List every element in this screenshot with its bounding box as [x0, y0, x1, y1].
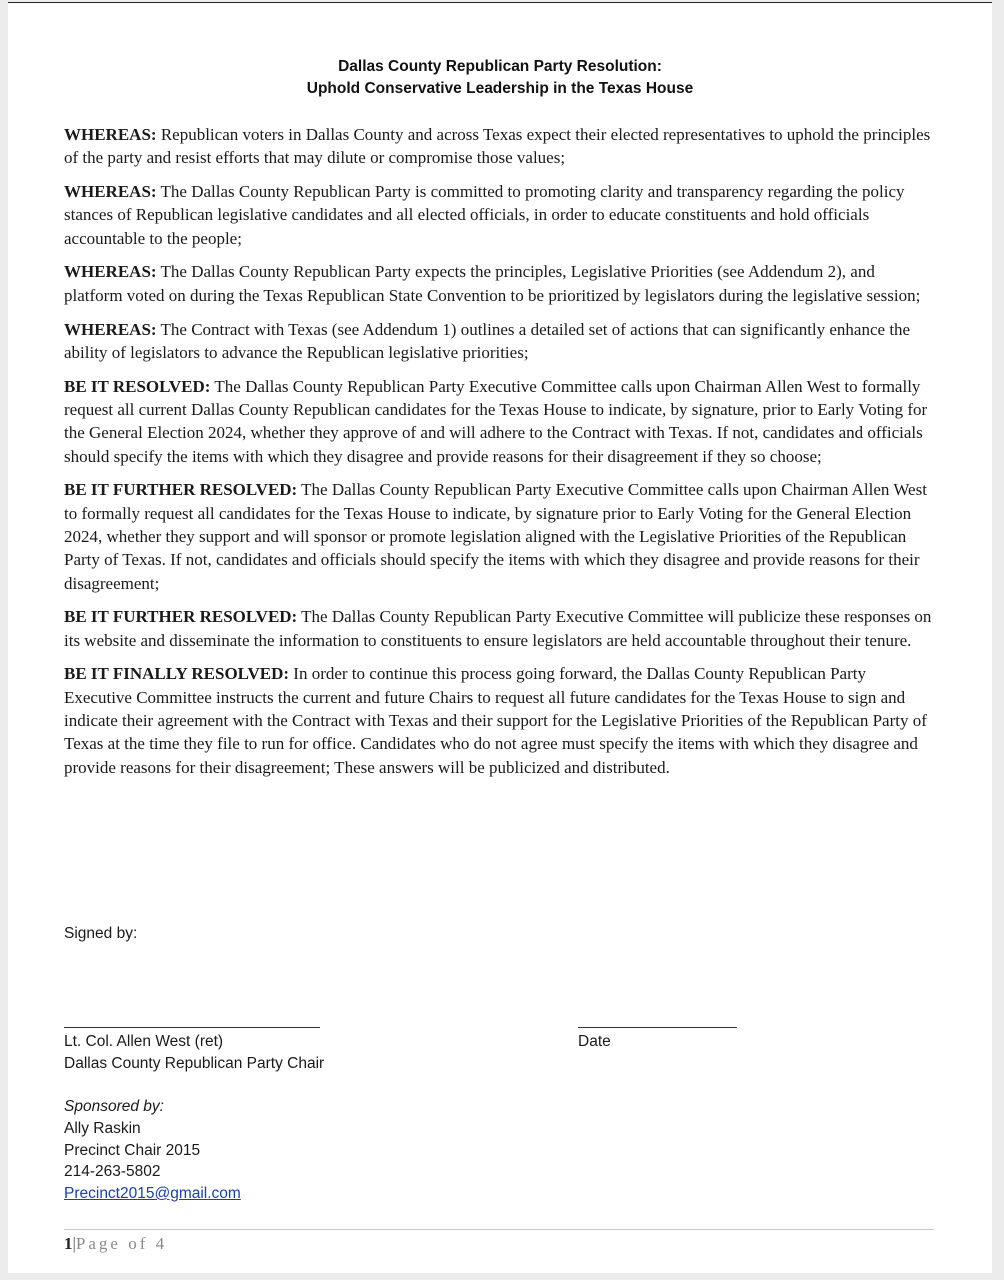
further-resolved-paragraph-1 — [64, 478, 936, 594]
date-line — [578, 1027, 737, 1028]
finally-resolved-paragraph — [64, 662, 936, 778]
whereas-paragraph-1 — [64, 123, 936, 170]
document-page — [8, 2, 992, 1273]
paragraph-lead: BE IT RESOLVED: — [64, 376, 211, 396]
paragraph-lead: BE IT FURTHER RESOLVED: — [64, 607, 298, 627]
document-title — [8, 56, 992, 100]
footer-divider — [64, 1229, 934, 1230]
sponsor-email-link[interactable]: Precinct2015@gmail.com — [64, 1185, 241, 1202]
paragraph-text: The Dallas County Republican Party is committed to promoting clarity and transparency regarding the policy stances of Republican legislative candidates and all elected officials, in order to educate constituents and hold officials accountable to the people; — [64, 182, 905, 248]
title-line-2: Uphold Conservative Leadership in the Texas House — [306, 80, 694, 97]
paragraph-text: The Contract with Texas (see Addendum 1) outlines a detailed set of actions that can significantly enhance the ability of legislators to advance the Republican legislative priorities; — [64, 319, 911, 362]
paragraph-lead: WHEREAS: — [64, 319, 157, 339]
resolved-paragraph — [64, 375, 936, 468]
paragraph-text: Republican voters in Dallas County and across Texas expect their elected representatives to uphold the principles of the party and resist efforts that may dilute or compromise those values; — [64, 125, 931, 168]
paragraph-text: The Dallas County Republican Party Executive Committee calls upon Chairman Allen West to formally request all current Dallas County Republican candidates for the Texas House to indicate, by signature, prior to Early Voting for the General Election 2024, whether they approve of and will adhere to the Contract with Texas. If not, candidates and officials should specify the items with which they disagree and provide reasons for their disagreement if they so choose; — [64, 376, 928, 466]
paragraph-text: In order to continue this process going forward, the Dallas County Republican Party Executive Committee instructs the current and future Chairs to request all future candidates for the Texas House to sign and indicate their agreement with the Contract with Texas and their support for the Legislative Priorities of the Republican Party of Texas at the time they file to run for office. Candidates who do not agree must specify the items with which they disagree and provide reasons for their disagreement; These answers will be publicized and distributed. — [64, 664, 927, 777]
paragraph-lead: WHEREAS: — [64, 262, 157, 282]
whereas-paragraph-4 — [64, 318, 936, 365]
footer-separator: | — [72, 1234, 76, 1253]
signer-name: Lt. Col. Allen West (ret) — [64, 1033, 224, 1050]
title-line-1: Dallas County Republican Party Resolution: — [338, 58, 662, 75]
sponsor-name: Ally Raskin — [64, 1120, 141, 1137]
signature-line — [64, 1027, 320, 1028]
paragraph-lead: BE IT FINALLY RESOLVED: — [64, 664, 290, 684]
sponsored-by-label: Sponsored by: — [64, 1098, 164, 1115]
page-number: 1 — [64, 1234, 73, 1253]
signed-by-label: Signed by: — [64, 925, 138, 942]
page-footer — [64, 1233, 167, 1255]
whereas-paragraph-3 — [64, 260, 936, 307]
page-of-text: Page of 4 — [75, 1234, 168, 1253]
paragraph-text: The Dallas County Republican Party expects the principles, Legislative Priorities (see Addendum 2), and platform voted on during the Texas Republican State Convention to be prioritized by legislators during the legislative session; — [64, 262, 921, 305]
paragraph-lead: WHEREAS: — [64, 125, 157, 144]
date-label: Date — [578, 1033, 611, 1050]
paragraph-lead: BE IT FURTHER RESOLVED: — [64, 480, 298, 500]
paragraph-text: The Dallas County Republican Party Executive Committee will publicize these responses on its website and disseminate the information to constituents to ensure legislators are held accountable throughout their tenure. — [64, 607, 932, 650]
whereas-paragraph-2 — [64, 180, 936, 250]
paragraph-lead: WHEREAS: — [64, 182, 157, 202]
resolution-body — [64, 123, 936, 789]
sponsor-title: Precinct Chair 2015 — [64, 1142, 201, 1159]
paragraph-text: The Dallas County Republican Party Executive Committee calls upon Chairman Allen West to formally request all candidates for the Texas House to indicate, by signature prior to Early Voting for the General Election 2024, whether they support and will sponsor or promote legislation aligned with the Legislative Priorities of the Republican Party of Texas. If not, candidates and officials should specify the items with which they disagree and provide reasons for their disagreement; — [64, 480, 927, 593]
sponsor-phone: 214-263-5802 — [64, 1163, 161, 1180]
further-resolved-paragraph-2 — [64, 605, 936, 652]
signer-title: Dallas County Republican Party Chair — [64, 1055, 325, 1072]
